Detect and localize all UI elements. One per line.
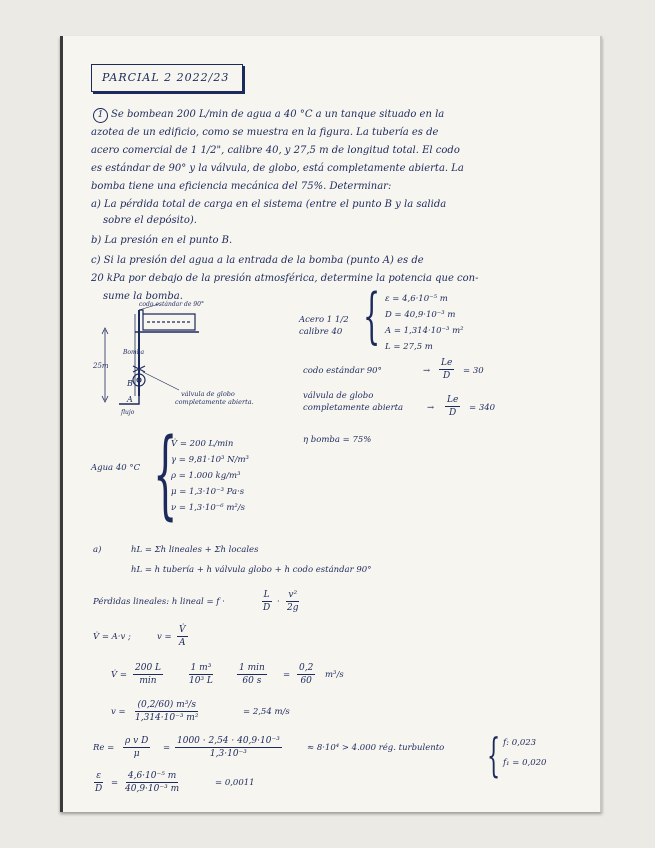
pipe-name-1: Acero 1 1/2 (299, 315, 349, 325)
water-value: ν = 1,3·10⁻⁶ m²/s (171, 503, 246, 513)
water-value: V̇ = 200 L/min (171, 439, 234, 449)
problem-line: sume la bomba. (103, 291, 183, 302)
valve-le-d: $\frac{Le}{D}$ (447, 395, 459, 418)
problem-line: acero comercial de 1 1/2", calibre 40, y 27,5 m de longitud total. El codo (91, 145, 460, 156)
eq-velocity-lhs: v = (111, 707, 126, 717)
point-a-label: A (127, 395, 133, 404)
elbow-label: codo estándar de 90° (139, 301, 204, 308)
problem-line: 20 kPa por debajo de la presión atmosférica, determine la potencia que con- (91, 273, 479, 284)
eq-linear-lhs: Pérdidas lineales: h lineal = f · (93, 597, 225, 607)
eq-flow-frac: $\frac{V̇}{A}$ (179, 625, 186, 648)
valve-value: = 340 (469, 403, 496, 413)
page-title: PARCIAL 2 2022/23 (102, 71, 230, 84)
exam-sheet: PARCIAL 2 2022/23 1 Se bombean 200 L/min de agua a 40 °C a un tanque situado en la azotea de un edificio, como se muestra en la figura. La tubería es de acero comercial de 1 1/2", calibre 40, y 27,5 m de longitud total. El codo es estándar de 90° y la válvula, de globo, está completamente abierta. La bomba tiene una eficiencia mecánica del 75%. Determinar: a) La pérdida total de carga en el sistema (entre el punto B y la salida sobre el depósito). b) La presión en el punto B. c) Si la presión del agua a la entrada de la bomba (punto A) es de 20 kPa por debajo de la presión atmosférica, determine la potencia que con- sume la bomba. codo estándar de 90° 25m Bomba B A válvula de globo completamente abierta. flujo Acero 1 1/2 calibre 40 { ε = 4,6·10⁻⁵ m D = 40,9·10⁻³ m A = 1,314·10⁻³ m² L = 27,5 m codo estándar 90° → $\frac{Le}{D}$ = 30 válvula de globo completamente abierta → $\frac{Le}{D}$ = 340 η bomba = 75% Agua 40 °C { V̇ = 200 L/min γ = 9,81·10³ N/m³ ρ = 1.000 kg/m³ μ = 1,3·10⁻³ Pa·s ν = 1,3·10⁻⁶ m²/s a) hL = Σh lineales + Σh locales hL = h tubería + h válvula globo + h codo estándar 90° Pérdidas lineales: h lineal = f · $\frac{L}{D}$ · $\frac{\text{v²}}{2g}$ V̇ = A·v ; v = $\frac{V̇}{A}$ V̇ = 200 L min $\frac{\text{1 m³}}{\text{10³ L}}$ 1 min 60 s = $\frac{0,2}{60}$ m³/s v = $\frac{\text{(0,2/60) m³/s}}{\text{1,314·10⁻³ m²}}$ = 2,54 m/s Re = $\frac{\text{ρ v D}}{\mu}$ = $\frac{\text{1000 · 2,54 · 40,9·10⁻³}}{\text{1,3·10⁻³}}$ ≈ 8·10⁴ > 4.000 rég. turbulento $\frac{\varepsilon}{D}$ = $\frac{\text{4,6·10⁻⁵ m}}{\text{40,9·10⁻³ m}}$ = 0,0011 { f: 0,023 f₁ = 0,020 (60, 36, 602, 812)
eq-conv-a: 200 L min (135, 663, 162, 686)
pump-label: Bomba (123, 349, 145, 356)
eq-roughness-frac: $\frac{\varepsilon}{D}$ (95, 771, 103, 794)
point-b-label: B (127, 379, 133, 388)
inlet-label: flujo (121, 409, 135, 416)
f-value: f: 0,023 (503, 738, 537, 748)
problem-line: a) La pérdida total de carga en el sistema (entre el punto B y la salida (91, 199, 447, 210)
eq-linear-v2g: $\frac{\text{v²}}{2g}$ (287, 590, 299, 613)
elbow-le-d: $\frac{Le}{D}$ (441, 358, 453, 381)
eq-loss-terms: hL = h tubería + h válvula globo + h codo estándar 90° (131, 565, 372, 575)
water-label: Agua 40 °C (91, 463, 141, 473)
valve-label: válvula de globo (181, 390, 235, 398)
water-value: ρ = 1.000 kg/m³ (171, 471, 241, 481)
problem-line: es estándar de 90° y la válvula, de globo, está completamente abierta. La (91, 163, 464, 174)
system-figure (93, 300, 299, 420)
pump-efficiency: η bomba = 75% (303, 435, 372, 445)
pipe-name-2: calibre 40 (299, 327, 343, 337)
title-box (91, 64, 243, 92)
problem-number: 1 (93, 108, 108, 123)
eq-conv-b: $\frac{\text{1 m³}}{\text{10³ L}}$ (189, 663, 213, 686)
valve-label-2: completamente abierta. (175, 398, 254, 406)
pipe-value: D = 40,9·10⁻³ m (385, 310, 456, 320)
problem-line: bomba tiene una eficiencia mecánica del 75%. Determinar: (91, 181, 392, 192)
part-a-label: a) (93, 545, 102, 555)
eq-total-loss: hL = Σh lineales + Σh locales (131, 545, 259, 555)
elbow-arrow: → (423, 366, 431, 376)
valve-arrow: → (427, 403, 435, 413)
water-value: γ = 9,81·10³ N/m³ (171, 455, 249, 465)
eq-velocity-frac: $\frac{\text{(0,2/60) m³/s}}{\text{1,314·10⁻³ m²}}$ (135, 700, 199, 723)
elbow-value: = 30 (463, 366, 484, 376)
valve-text-2: completamente abierta (303, 403, 404, 413)
pipe-value: A = 1,314·10⁻³ m² (385, 326, 464, 336)
eq-linear-ld: $\frac{L}{D}$ (263, 590, 271, 613)
eq-conv-c: 1 min 60 s (239, 663, 265, 686)
eq-reynolds-b: $\frac{\text{1000 · 2,54 · 40,9·10⁻³}}{\text{1,3·10⁻³}}$ (177, 736, 280, 759)
f-value: f₁ = 0,020 (503, 758, 547, 768)
water-brace: { (153, 418, 178, 530)
problem-line: Se bombean 200 L/min de agua a 40 °C a un tanque situado en la (111, 109, 445, 120)
problem-line: sobre el depósito). (103, 215, 197, 226)
pipe-value: ε = 4,6·10⁻⁵ m (385, 294, 448, 304)
water-value: μ = 1,3·10⁻³ Pa·s (171, 487, 245, 497)
eq-roughness-b: $\frac{\text{4,6·10⁻⁵ m}}{\text{40,9·10⁻³ m}}$ (125, 771, 180, 794)
problem-line: b) La presión en el punto B. (91, 235, 233, 246)
valve-text-1: válvula de globo (303, 391, 374, 401)
eq-flow-v: v = (157, 632, 172, 642)
pipe-brace: { (363, 281, 381, 351)
eq-conv-lhs: V̇ = (111, 670, 127, 680)
height-label: 25m (93, 362, 109, 370)
elbow-text: codo estándar 90° (303, 366, 382, 376)
problem-line: azotea de un edificio, como se muestra en la figura. La tubería es de (91, 127, 439, 138)
eq-reynolds-a: $\frac{\text{ρ v D}}{\mu}$ (125, 736, 149, 759)
problem-line: c) Si la presión del agua a la entrada de la bomba (punto A) es de (91, 255, 424, 266)
eq-conv-result: $\frac{0,2}{60}$ (299, 663, 314, 686)
f-brace: { (487, 728, 501, 782)
eq-flow-lhs: V̇ = A·v ; (93, 632, 131, 642)
eq-reynolds-lhs: Re = (93, 743, 115, 753)
pipe-value: L = 27,5 m (385, 342, 433, 352)
